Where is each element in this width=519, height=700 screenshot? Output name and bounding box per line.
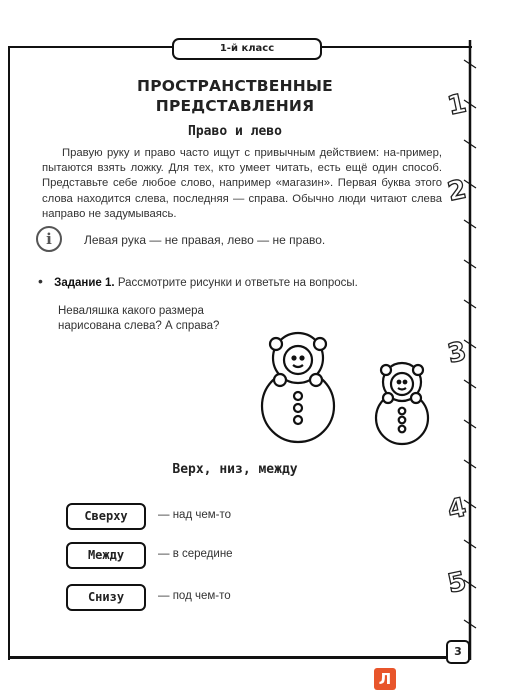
info-note: Левая рука — не правая, лево — не право. — [84, 233, 326, 247]
term-top: Сверху — [66, 503, 146, 530]
paragraph-text: Правую руку и право часто ищут с привычным действием: на-пример, пытаются взять ложку. Для тех, кто умеет читать, есть ещё один способ. Представьте себе любое слово, например «магазин». Первая буква этого слова находится слева, последняя — справа. Обычно люди читают слева направо не задумываясь. — [42, 147, 442, 220]
title-line-2: ПРЕДСТАВЛЕНИЯ — [155, 97, 315, 115]
grade-label: 1-й класс — [172, 38, 322, 60]
publisher-logo-icon: Л — [374, 668, 396, 690]
intro-paragraph — [42, 146, 442, 222]
info-icon: i — [36, 226, 62, 252]
task-line — [38, 273, 358, 289]
term-bottom-definition: — под чем-то — [158, 590, 231, 602]
task-label: Задание 1. — [54, 277, 115, 289]
title-line-1: ПРОСТРАНСТВЕННЫЕ — [137, 77, 333, 95]
decorative-digit-five: 5 — [445, 566, 470, 600]
term-between: Между — [66, 542, 146, 569]
decorative-digit-one: 1 — [445, 88, 470, 122]
task-text: Рассмотрите рисунки и ответьте на вопросы. — [117, 277, 358, 289]
task-question: Неваляшка какого размера нарисована слева? А справа? — [58, 305, 220, 332]
term-bottom: Снизу — [66, 584, 146, 611]
page-number: 3 — [446, 640, 470, 664]
bullet-icon: • — [38, 273, 43, 289]
term-between-definition: — в середине — [158, 548, 233, 560]
section-heading-left-right: Право и лево — [188, 124, 282, 139]
decorative-digit-three: 3 — [445, 336, 470, 370]
page-title — [80, 76, 390, 116]
decorative-digit-two: 2 — [445, 174, 470, 208]
section-heading-up-down: Верх, низ, между — [172, 462, 298, 477]
term-top-definition: — над чем-то — [158, 509, 232, 521]
roly-poly-dolls-illustration — [250, 322, 450, 447]
decorative-digit-four: 4 — [445, 492, 470, 526]
bottom-border — [8, 656, 448, 659]
